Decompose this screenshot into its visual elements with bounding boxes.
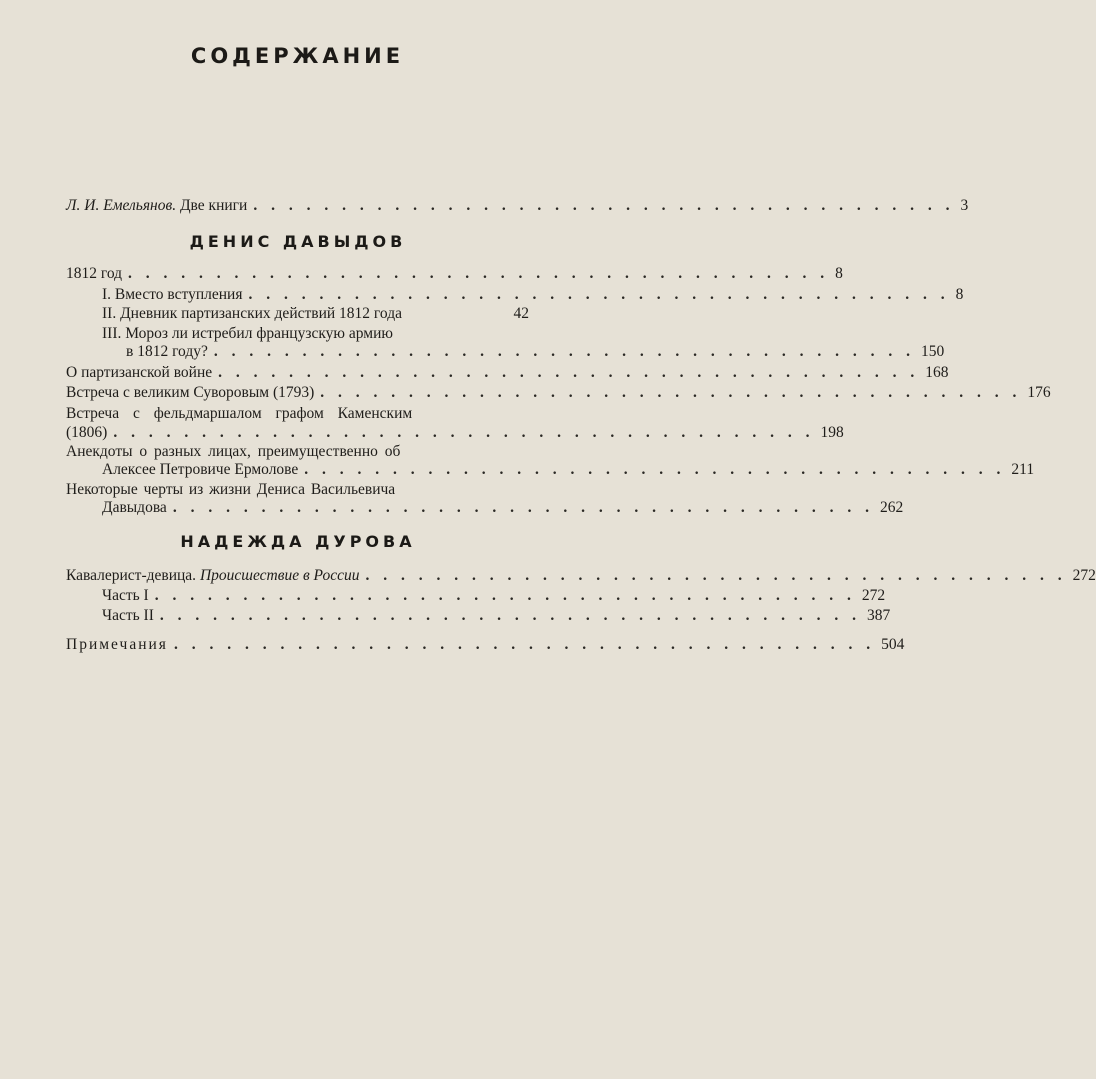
page-number: 272: [1072, 567, 1096, 584]
page-number: 168: [925, 364, 949, 381]
page-number: 176: [1027, 384, 1051, 401]
leader-dots: . . . . . . . . . . . . . . . . . . . . . . . . . . . . . . . . . . . . . . . .: [253, 197, 955, 214]
page-number: 42: [513, 305, 529, 322]
leader-dots: . . . . . . . . . . . . . . . . . . . . . . . . . . . . . . . . . . . . . . . .: [213, 343, 915, 360]
toc-entry-part-1: [102, 586, 886, 605]
toc-entry-sub-3: [126, 342, 945, 361]
entry-title: О партизанской войне: [66, 364, 213, 381]
entry-title-line1: Встреча с фельдмаршалом графом Каменским: [66, 405, 413, 422]
entry-title-line1: Анекдоты о разных лицах, преимущественно об: [66, 443, 401, 460]
intro-title: Две книги: [179, 197, 248, 214]
leader-dots: . . . . . . . . . . . . . . . . . . . . . . . . . . . . . . . . . . . . . . . .: [113, 424, 815, 441]
page-number: 150: [920, 343, 945, 360]
page-number: 504: [881, 636, 905, 653]
page-number: 8: [835, 265, 843, 282]
page-number: 198: [820, 424, 844, 441]
section-heading-davydov: ДЕНИС ДАВЫДОВ: [189, 232, 407, 251]
entry-title: Кавалерист-девица.: [66, 567, 197, 584]
page-title: СОДЕРЖАНИЕ: [190, 44, 405, 68]
page-number: 3: [960, 197, 969, 214]
toc-entry-anecdotes: [102, 460, 1035, 479]
page-number: 211: [1011, 461, 1035, 478]
intro-author: Л. И. Емельянов.: [66, 197, 177, 214]
leader-dots: . . . . . . . . . . . . . . . . . . . . . . . . . . . . . . . . . . . . . . . .: [173, 636, 876, 653]
toc-entry-sub-2: [102, 304, 529, 323]
entry-title: Встреча с великим Суворовым (1793): [66, 384, 315, 401]
entry-title: I. Вместо вступления: [102, 286, 243, 303]
entry-title: Примечания: [66, 636, 168, 653]
entry-title: Часть I: [102, 587, 149, 604]
toc-entry-1812: [66, 264, 843, 283]
entry-subtitle: Происшествие в России: [199, 567, 360, 584]
entry-title-line1: III. Мороз ли истребил французскую армию: [102, 325, 393, 342]
toc-entry-notes: [66, 635, 905, 654]
leader-dots: . . . . . . . . . . . . . . . . . . . . . . . . . . . . . . . . . . . . . . . .: [172, 499, 874, 516]
toc-entry-part-2: [102, 606, 891, 625]
toc-entry-partisan-war: [66, 363, 949, 382]
entry-title-line2: (1806): [66, 424, 108, 441]
leader-dots: . . . . . . . . . . . . . . . . . . . . . . . . . . . . . . . . . . . . . . . .: [304, 461, 1006, 478]
entry-title: 1812 год: [66, 265, 123, 282]
toc-entry-cavalry-maiden: [66, 566, 1096, 585]
toc-entry-sub-1: [102, 285, 964, 304]
entry-title-line2: Давыдова: [102, 499, 167, 516]
entry-title-line2: в 1812 году?: [126, 343, 208, 360]
toc-entry-kamensky: [66, 423, 844, 442]
leader-dots: . . . . . . . . . . . . . . . . . . . . . . . . . . . . . . . . . . . . . . . .: [154, 587, 856, 604]
page-number: 8: [955, 286, 964, 303]
page-number: 262: [879, 499, 904, 516]
leader-dots: . . . . . . . . . . . . . . . . . . . . . . . . . . . . . . . . . . . . . . . .: [159, 607, 861, 624]
entry-title: Часть II: [102, 607, 154, 624]
leader-dots: . . . . . . . . . . . . . . . . . . . . . . . . . . . . . . . . . . . . . . . .: [320, 384, 1022, 401]
page-number: 272: [861, 587, 886, 604]
leader-dots: . . . . . . . . . . . . . . . . . . . . . . . . . . . . . . . . . . . . . . . .: [128, 265, 830, 282]
entry-title-line2: Алексее Петровиче Ермолове: [102, 461, 299, 478]
toc-entry-suvorov: [66, 383, 1051, 402]
entry-title-line1: Некоторые черты из жизни Дениса Васильевича: [66, 481, 396, 498]
section-heading-durova: НАДЕЖДА ДУРОВА: [180, 532, 416, 551]
entry-title: II. Дневник партизанских действий 1812 года: [102, 305, 402, 322]
toc-entry-traits: [102, 498, 904, 517]
leader-dots: . . . . . . . . . . . . . . . . . . . . . . . . . . . . . . . . . . . . . . . .: [365, 567, 1067, 584]
toc-entry-intro: [66, 196, 969, 215]
leader-dots: . . . . . . . . . . . . . . . . . . . . . . . . . . . . . . . . . . . . . . . .: [218, 364, 920, 381]
page-number: 387: [867, 607, 891, 624]
leader-dots: . . . . . . . . . . . . . . . . . . . . . . . . . . . . . . . . . . . . . . . .: [248, 286, 950, 303]
